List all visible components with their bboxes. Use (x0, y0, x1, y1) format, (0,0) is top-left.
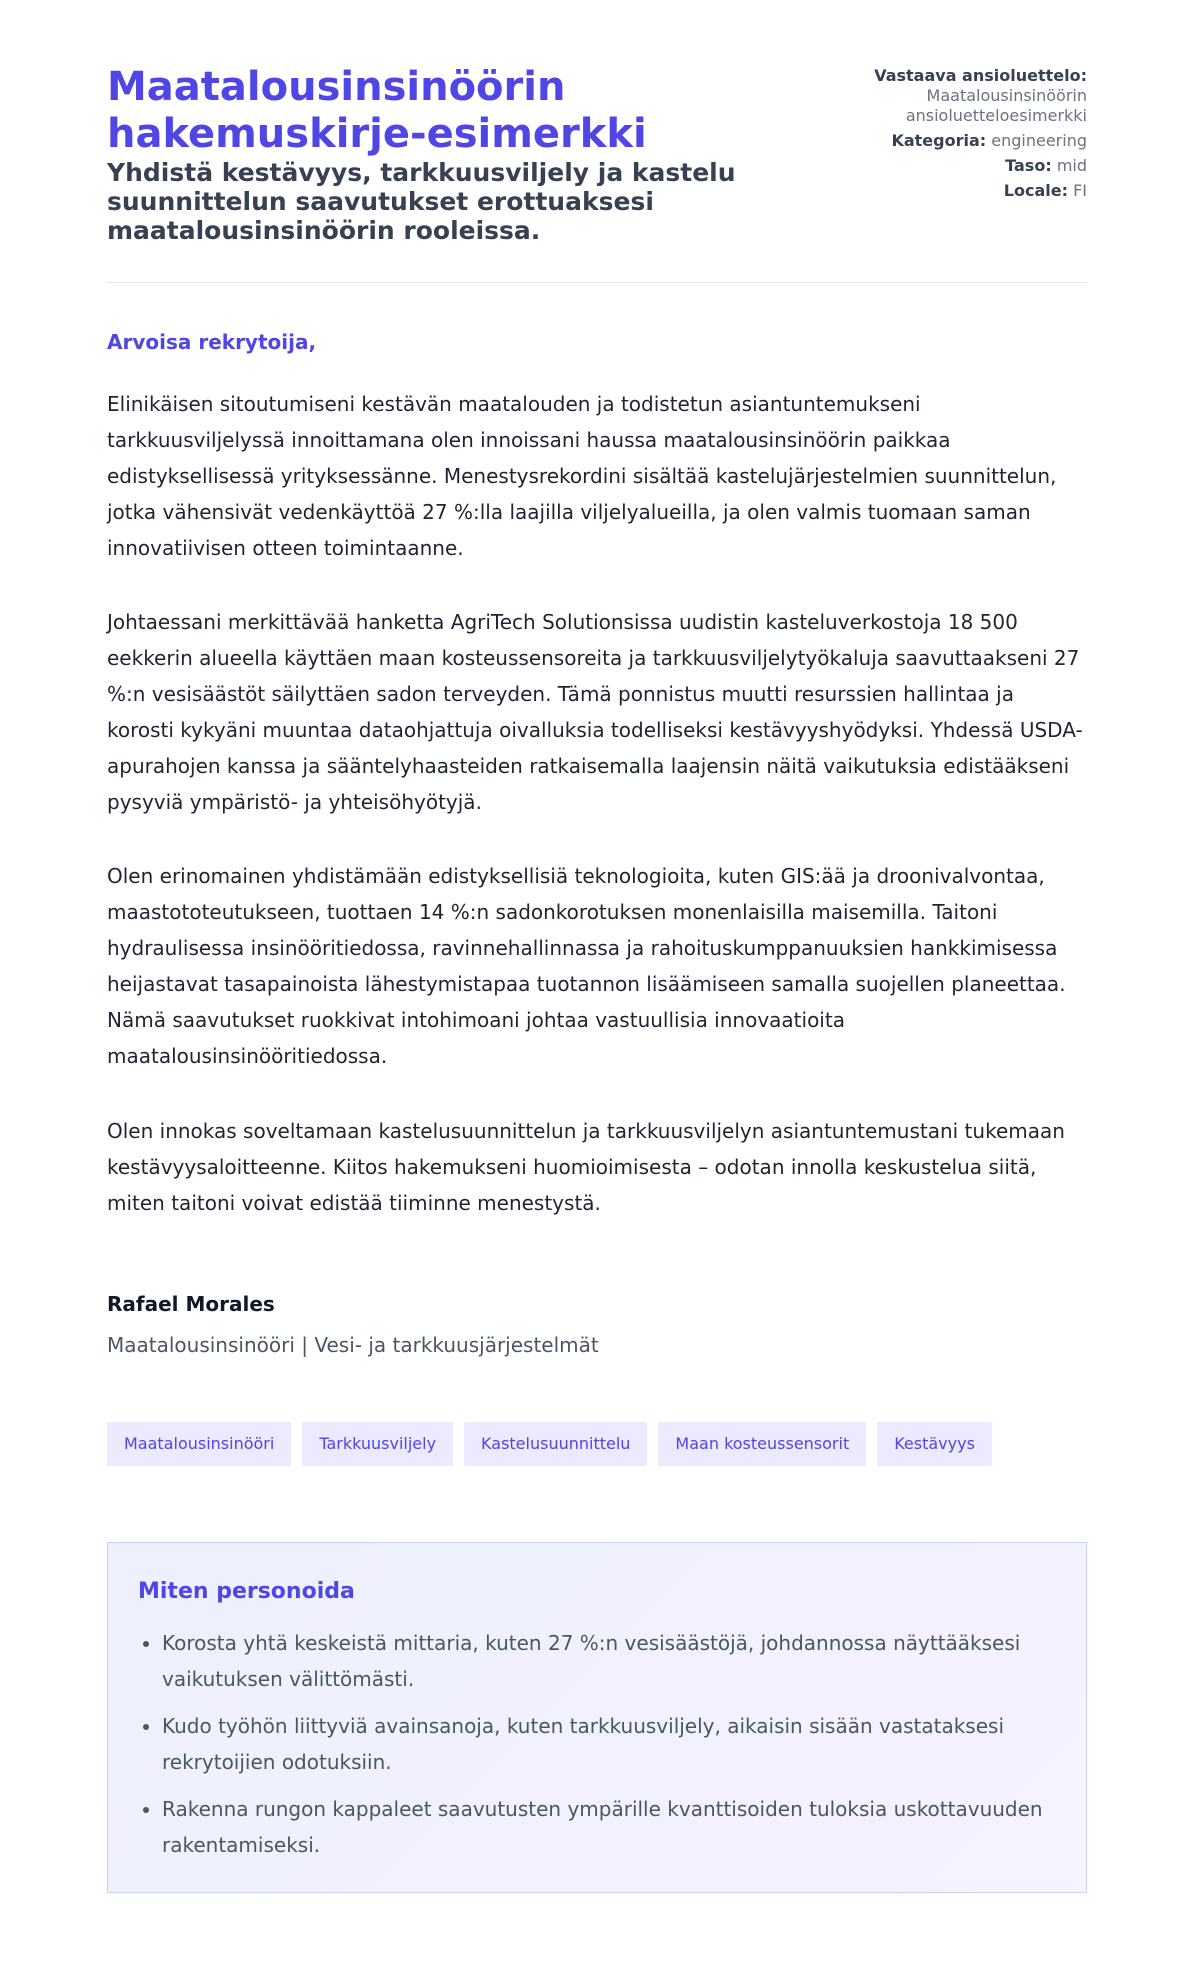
letter-salutation: Arvoisa rekrytoija, (107, 330, 317, 354)
meta-category (827, 131, 1087, 151)
keyword-tag[interactable]: Kestävyys (877, 1422, 992, 1466)
meta-category-label: Kategoria: (891, 131, 987, 150)
letter-paragraph: Johtaessani merkittävää hanketta AgriTech Solutionsissa uudistin kasteluverkostoja 18 500 eekkerin alueella käyttäen maan kosteussensoreita ja tarkkuusviljelytyökaluja saavuttaakseni 27 %:n vesisäästöt säilyttäen sadon terveyden. Tämä ponnistus muutti resurssien hallintaa ja korosti kykyäni muuntaa dataohjattuja oivalluksia todelliseksi kestävyyshyödyksi. Yhdessä USDA-apurahojen kanssa ja sääntelyhaasteiden ratkaisemalla laajensin näitä vaikutuksia edistääkseni pysyviä ympäristö- ja yhteisöhyötyjä. (107, 610, 1083, 814)
meta-locale (827, 181, 1087, 201)
meta-locale-value: FI (1073, 181, 1087, 200)
meta-resume (827, 66, 1087, 126)
letter-paragraph: Olen innokas soveltamaan kastelusuunnittelun ja tarkkuusviljelyn asiantuntemustani tukemaan kestävyysaloitteenne. Kiitos hakemukseni huomioimisesta – odotan innolla keskustelua siitä, miten taitoni voivat edistää tiiminne menestystä. (107, 1119, 1065, 1215)
meta-locale-label: Locale: (1003, 181, 1068, 200)
keyword-tag[interactable]: Maatalousinsinööri (107, 1422, 291, 1466)
tips-list (138, 1625, 1082, 1874)
page-title: Maatalousinsinöörin hakemuskirje-esimerkki (107, 64, 647, 157)
keyword-tag[interactable]: Maan kosteussensorit (658, 1422, 866, 1466)
tips-title: Miten personoida (138, 1579, 355, 1604)
signature-name: Rafael Morales (107, 1292, 275, 1316)
meta-resume-label: Vastaava ansioluettelo: (874, 66, 1087, 85)
page-header (107, 0, 1087, 283)
cover-letter-page (107, 0, 1087, 1857)
signature-role: Maatalousinsinööri | Vesi- ja tarkkuusjärjestelmät (107, 1333, 599, 1357)
meta-level-value: mid (1056, 156, 1087, 175)
keyword-tags (107, 1422, 992, 1466)
meta-category-value: engineering (991, 131, 1087, 150)
tip-item: • Kudo työhön liittyviä avainsanoja, kuten tarkkuusviljely, aikaisin sisään vastataksesi rekrytoijien odotuksiin. (162, 1708, 1082, 1780)
meta-panel (827, 66, 1087, 206)
personalization-tips (107, 1542, 1087, 1893)
meta-level (827, 156, 1087, 176)
letter-paragraph: Elinikäisen sitoutumiseni kestävän maatalouden ja todistetun asiantuntemukseni tarkkuusviljelyssä innoittamana olen innoissani haussa maatalousinsinöörin paikkaa edistyksellisessä yrityksessänne. Menestysrekordini sisältää kastelujärjestelmien suunnittelun, jotka vähensivät vedenkäyttöä 27 %:lla laajilla viljelyalueilla, ja olen valmis tuomaan saman innovatiivisen otteen toimintaanne. (107, 392, 1057, 560)
meta-resume-value[interactable]: Maatalousinsinöörin ansioluetteloesimerkki (905, 86, 1087, 125)
tip-item: • Korosta yhtä keskeistä mittaria, kuten 27 %:n vesisäästöjä, johdannossa näyttääksesi vaikutuksen välittömästi. (162, 1625, 1082, 1697)
keyword-tag[interactable]: Tarkkuusviljely (302, 1422, 453, 1466)
keyword-tag[interactable]: Kastelusuunnittelu (464, 1422, 647, 1466)
page-subtitle: Yhdistä kestävyys, tarkkuusviljely ja kastelu suunnittelun saavutukset erottuaksesi maatalousinsinöörin rooleissa. (107, 158, 736, 245)
letter-paragraph: Olen erinomainen yhdistämään edistyksellisiä teknologioita, kuten GIS:ää ja droonivalvontaa, maastototeutukseen, tuottaen 14 %:n sadonkorotuksen monenlaisilla maisemilla. Taitoni hydraulisessa insinööritiedossa, ravinnehallinnassa ja rahoituskumppanuuksien hankkimisessa heijastavat tasapainoista lähestymistapaa tuotannon lisäämiseen samalla suojellen planeettaa. Nämä saavutukset ruokkivat intohimoani johtaa vastuullisia innovaatioita maatalousinsinööritiedossa. (107, 864, 1066, 1068)
tip-item: • Rakenna rungon kappaleet saavutusten ympärille kvanttisoiden tuloksia uskottavuuden rakentamiseksi. (162, 1791, 1082, 1863)
meta-level-label: Taso: (1005, 156, 1052, 175)
